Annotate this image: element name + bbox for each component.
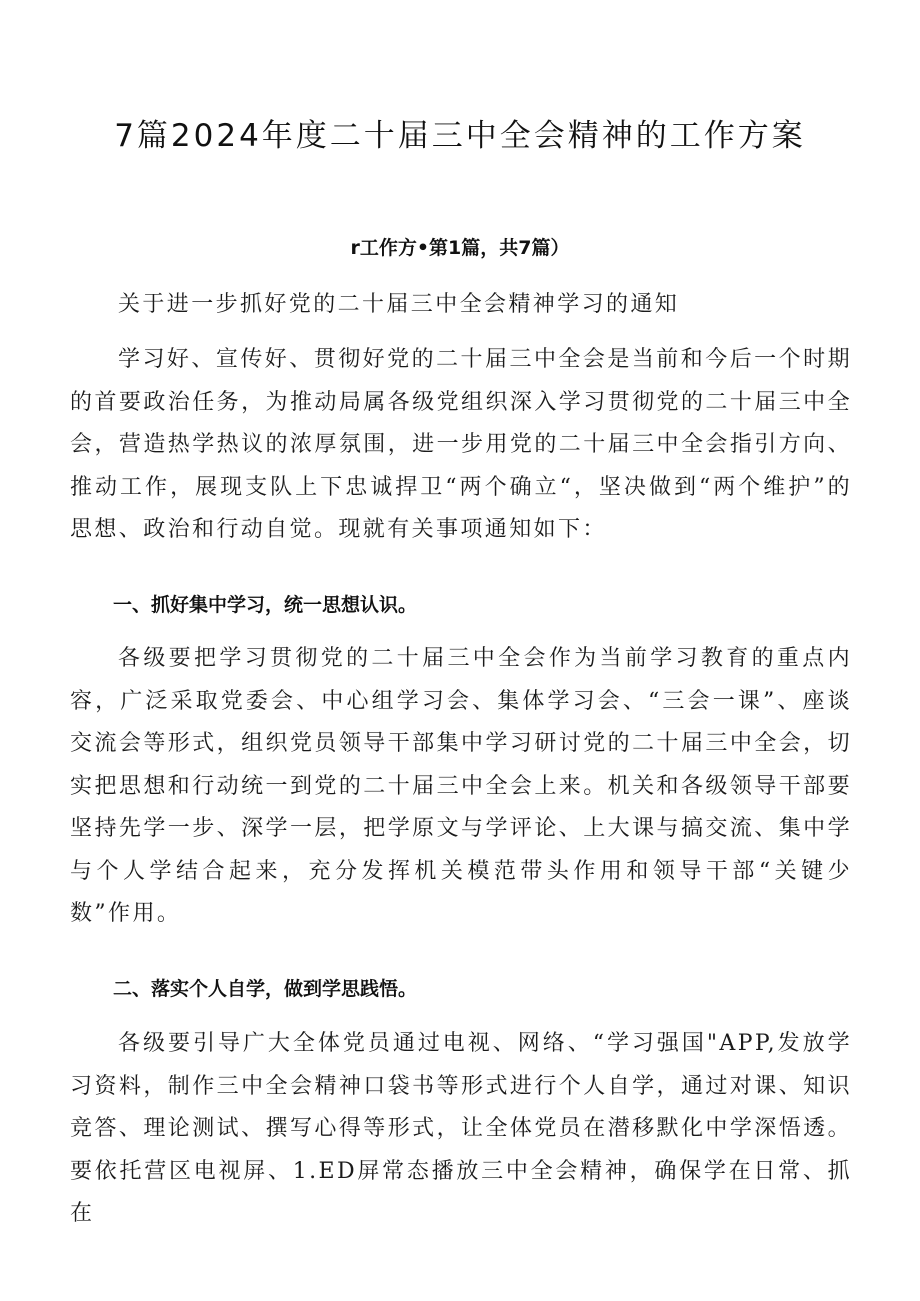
notice-title: 关于进一步抓好党的二十届三中全会精神学习的通知 xyxy=(118,292,680,317)
section1-paragraph: 各级要把学习贯彻党的二十届三中全会作为当前学习教育的重点内容，广泛采取党委会、中心组学习会、集体学习会、“三会一课”、座谈交流会等形式，组织党员领导干部集中学习研讨党的二十届三中全会，切实把思想和行动统一到党的二十届三中全会上来。机关和各级领导干部要坚持先学一步、深学一层，把学原文与学评论、上大课与搞交流、集中学与个人学结合起来，充分发挥机关模范带头作用和领导干部“关键少数”作用。 xyxy=(70,646,852,926)
section2-heading: 二、落实个人自学，做到学思践悟。 xyxy=(113,978,418,1000)
section2-paragraph: 各级要引导广大全体党员通过电视、网络、“学习强国"APP,发放学习资料，制作三中全会精神口袋书等形式进行个人自学，通过对课、知识竞答、理论测试、撰写心得等形式，让全体党员在潜移默化中学深悟透。要依托营区电视屏、1.ED屏常态播放三中全会精神，确保学在日常、抓在 xyxy=(70,1031,852,1226)
document-title: 7篇2024年度二十届三中全会精神的工作方案 xyxy=(114,118,806,154)
intro-paragraph: 学习好、宣传好、贯彻好党的二十届三中全会是当前和今后一个时期的首要政治任务，为推动局属各级党组织深入学习贯彻党的二十届三中全会，营造热学热议的浓厚氛围，进一步用党的二十届三中全会指引方向、推动工作，展现支队上下忠诚捍卫“两个确立“，坚决做到“两个维护”的思想、政治和行动自觉。现就有关事项通知如下： xyxy=(70,347,852,542)
document-subtitle: r工作方•第1篇，共7篇） xyxy=(350,237,570,259)
section1-heading: 一、抓好集中学习，统一思想认识。 xyxy=(113,594,418,616)
